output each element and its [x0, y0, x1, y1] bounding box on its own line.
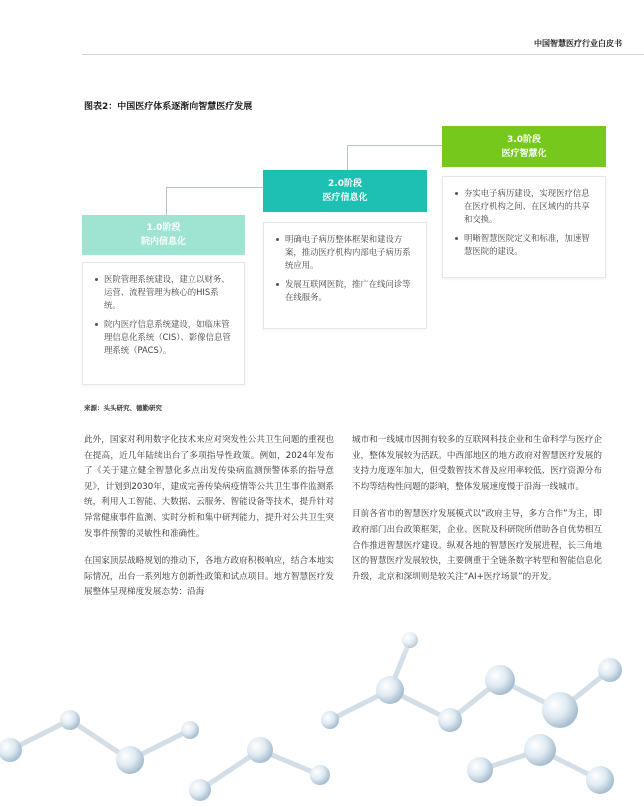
header-divider: [82, 54, 644, 55]
stage-3-bullet: 明晰智慧医院定义和标准，加速智慧医院的建设。: [455, 232, 593, 258]
stage-connector-2-3: [347, 145, 442, 170]
stage-3-phase: 3.0阶段: [507, 134, 541, 145]
stage-3-bullet: 夯实电子病历建设，实现医疗信息在医疗机构之间、在区域内的共享和交换。: [455, 187, 593, 226]
body-paragraph: 城市和一线城市因拥有较多的互联网科技企业和生命科学与医疗企业，整体发展较为活跃。中西部地区的地方政府对智慧医疗发展的支持力度逐年加大，但受数智技术普及应用率较低、医疗资源分布不均等结构性问题的影响，整体发展速度慢于沿海一线城市。: [352, 435, 602, 492]
stage-1-name: 院内信息化: [140, 237, 186, 247]
stage-1-phase: 1.0阶段: [146, 223, 181, 233]
stage-2-phase: 2.0阶段: [328, 179, 362, 189]
body-paragraph: 在国家顶层战略规划的推动下，各地方政府积极响应，结合本地实际情况，出台一系列地方创新性政策和试点项目。地方智慧医疗发展整体呈现梯度发展态势：沿海: [84, 556, 334, 598]
stage-3-header: [442, 126, 606, 167]
stage-1-header: [82, 215, 245, 255]
molecule-decoration: [0, 600, 644, 806]
header-title: 中国智慧医疗行业白皮书: [534, 39, 622, 48]
stage-2-name: 医疗信息化: [322, 193, 368, 203]
stage-1-bullet: 医院管理系统建设，建立以财务、运营、流程管理为核心的HIS系统。: [95, 273, 232, 312]
stage-1-panel: [82, 262, 245, 385]
stage-3-panel: [442, 176, 606, 278]
figure-source: 来源：头头研究、德勤研究: [84, 404, 162, 412]
stage-3-name: 医疗智慧化: [501, 148, 547, 159]
stage-2-header: [263, 170, 427, 212]
stage-2-bullet: 明确电子病历整体框架和建设方案，推动医疗机构内部电子病历系统应用。: [276, 233, 414, 272]
stage-2-bullet: 发展互联网医院，推广在线问诊等在线服务。: [276, 278, 414, 304]
stage-2-panel: [263, 222, 427, 329]
figure-title: 图表2：中国医疗体系逐渐向智慧医疗发展: [84, 102, 253, 112]
stage-1-bullet: 院内医疗信息系统建设，如临床管理信息化系统（CIS）、影像信息管理系统（PACS）。: [95, 318, 232, 357]
stage-connector-1-2: [166, 187, 263, 215]
body-column-right: [352, 433, 602, 597]
body-paragraph: 目前各省市的智慧医疗发展模式以“政府主导，多方合作”为主，即政府部门出台政策框架，企业、医院及科研院所借助各自优势相互合作推进智慧医疗建设。纵观各地的智慧医疗发展进程，长三角地区的智慧医疗发展较快，主要侧重于全链条数字转型和智能信息化升级，北京和深圳则是较关注“AI+医疗场景”的开发。: [352, 509, 602, 582]
body-paragraph: 此外，国家对利用数字化技术来应对突发性公共卫生问题的重视也在提高，近几年陆续出台了多项指导性政策。例如，2024年发布了《关于建立健全智慧化多点出发传染病监测预警体系的指导意见》，计划到2030年，建成完善传染病疫情等公共卫生事件监测系统，利用人工智能、大数据、云服务、智能设备等技术，提升针对异常健康事件监测、实时分析和集中研判能力，提升对公共卫生突发事件预警的灵敏性和准确性。: [84, 435, 334, 539]
body-column-left: [84, 433, 334, 613]
